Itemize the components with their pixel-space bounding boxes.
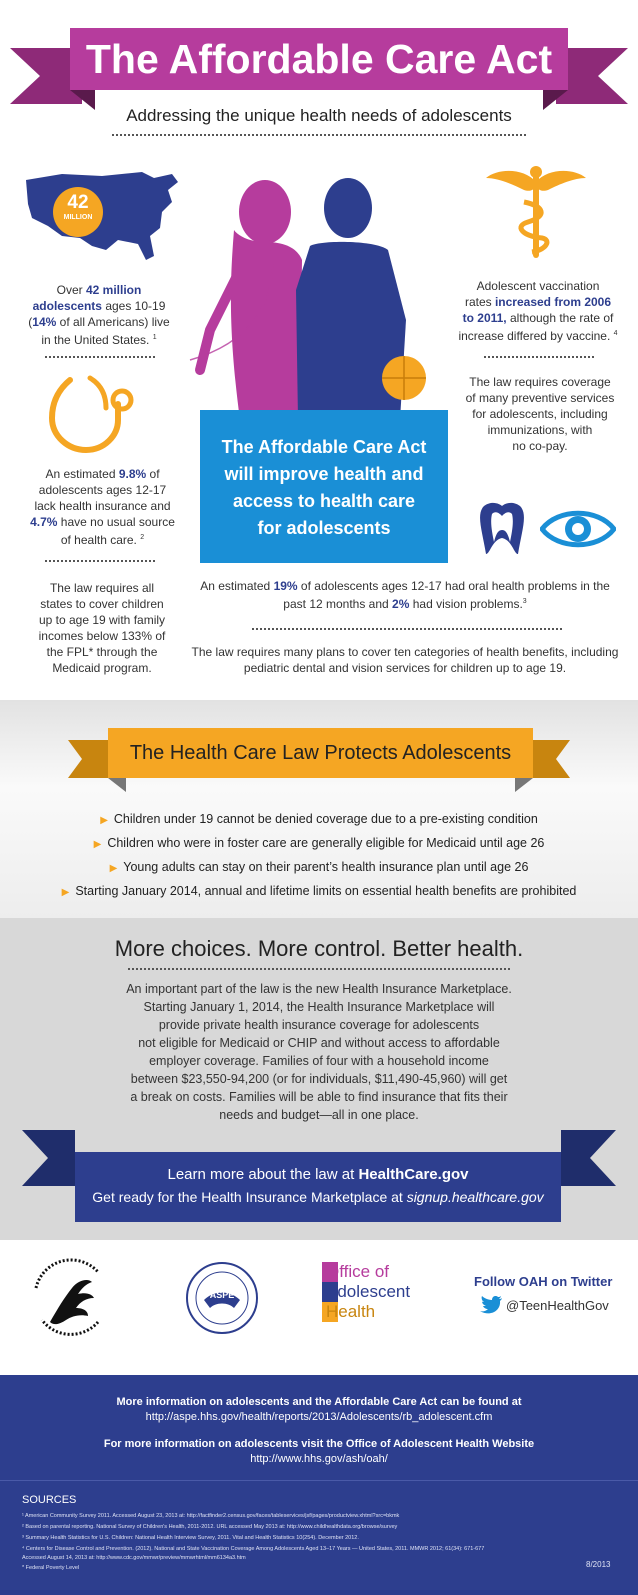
page-title: The Affordable Care Act — [70, 28, 568, 90]
twitter-bird-icon[interactable] — [480, 1296, 502, 1314]
stethoscope-icon — [40, 374, 150, 460]
signup-link[interactable]: signup.healthcare.gov — [406, 1189, 544, 1205]
learn-more-banner: Learn more about the law at HealthCare.gov Get ready for the Health Insurance Marketplace at signup.healthcare.gov — [75, 1152, 561, 1222]
caduceus-icon — [484, 164, 588, 260]
preventive-law-text: The law requires coverage of many preventive services for adolescents, including immunizations, with no co-pay. — [465, 375, 615, 453]
divider — [45, 356, 155, 358]
list-item: ▶ Children who were in foster care are generally eligible for Medicaid until age 26 — [93, 836, 545, 850]
twitter-handle[interactable]: @TeenHealthGov — [506, 1298, 609, 1313]
benefits-law-text: The law requires many plans to cover ten categories of health benefits, including pediatric dental and vision services for children up to age 19. — [191, 645, 619, 675]
divider — [128, 968, 510, 970]
eye-icon — [540, 506, 616, 552]
source-item: ² Based on parental reporting. National Survey of Children's Health, 2011-2012. URL accessed May 2013 at: http://www.childhealthdata.org/browse/survey — [22, 1524, 398, 1530]
source-item: ³ Summary Health Statistics for U.S. Children: National Health Interview Survey, 2011. Vital and Health Statistics 10(254). December 2012. — [22, 1535, 359, 1541]
teens-silhouette-illustration — [170, 170, 440, 420]
divider — [112, 134, 526, 136]
map-badge-number: 42 — [67, 192, 89, 213]
divider — [484, 356, 594, 358]
list-item: ▶ Young adults can stay on their parent’s health insurance plan until age 26 — [109, 860, 529, 874]
oral-vision-stat: An estimated 19% of adolescents ages 12-17 had oral health problems in the past 12 months and 2% had vision problems.$^3$ — [200, 579, 610, 611]
oah-website-link[interactable]: http://www.hhs.gov/ash/oah/ — [250, 1453, 388, 1465]
source-item: ⁴ Centers for Disease Control and Prevention. (2012). National and State Vaccination Coverage Among Adolescents Aged 13–17 Years — United States, 2011. MMWR 2012; 61(34): 671-677 — [22, 1546, 485, 1552]
tooth-icon — [478, 500, 526, 556]
source-item: Accessed August 14, 2013 at: http://www.cdc.gov/mmwr/preview/mmwrhtml/mm6134a3.htm — [22, 1555, 246, 1561]
marketplace-title: More choices. More control. Better health. — [114, 936, 524, 961]
source-item: ¹ American Community Survey 2011. Accessed August 23, 2013 at: http://factfinder2.census.gov/faces/tableservices/jsf/pages/productview.xhtml?src=bkmk — [22, 1513, 400, 1519]
aspe-logo-text: ASPE — [209, 1290, 235, 1300]
adolescent-population-stat: Over 42 million adolescents ages 10-19 (14% of all Americans) live in the United States. $^1$ — [28, 283, 170, 347]
more-info-section: More information on adolescents and the Affordable Care Act can be found at http://aspe.hhs.gov/health/reports/2013/Adolescents/rb_adolescent.cfm For more information on adolescents visit the Office of Adolescent Health Website http://www.hhs.gov/ash/oah/ — [0, 1375, 638, 1480]
vaccination-stat: Adolescent vaccination rates increased from 2006 to 2011, although the rate of increase differed by vaccine. $^4$ — [458, 279, 618, 343]
oah-logo: Office of Adolescent Health — [322, 1262, 442, 1322]
list-item: ▶ Starting January 2014, annual and lifetime limits on essential health benefits are prohibited — [61, 884, 577, 898]
source-item: * Federal Poverty Level — [22, 1565, 80, 1571]
healthcare-gov-link[interactable]: HealthCare.gov — [358, 1166, 469, 1183]
aspe-report-link[interactable]: http://aspe.hhs.gov/health/reports/2013/Adolescents/rb_adolescent.cfm — [145, 1411, 493, 1423]
protections-title: The Health Care Law Protects Adolescents — [108, 728, 533, 778]
publication-date: 8/2013 — [586, 1560, 611, 1569]
uninsured-stat: An estimated 9.8% of adolescents ages 12-17 lack health insurance and 4.7% have no usual source of health care. $^2$ — [30, 467, 175, 547]
aca-callout-box: The Affordable Care Act will improve health and access to health care for adolescents — [200, 410, 448, 563]
sources-title: SOURCES — [22, 1494, 77, 1506]
page-subtitle: Addressing the unique health needs of adolescents — [126, 106, 512, 125]
twitter-follow-title: Follow OAH on Twitter — [474, 1274, 613, 1289]
divider — [45, 560, 155, 562]
list-item: ▶ Children under 19 cannot be denied coverage due to a pre-existing condition — [100, 812, 538, 826]
divider — [252, 628, 562, 630]
map-badge-unit: MILLION — [63, 214, 93, 221]
hhs-seal-logo — [28, 1258, 112, 1342]
marketplace-body: An important part of the law is the new Health Insurance Marketplace. Starting January 1, 2014, the Health Insurance Marketplace will provide private health insurance coverage for adolescents not eligible for Medicaid or CHIP and without access to affordable employer coverage. Families of four with a household income between $23,550-94,200 (or for individuals, $11,490-45,960) will get a break on costs. Families will be able to find insurance that fits their needs and budget—all in one place. — [126, 982, 512, 1122]
medicaid-law-text: The law requires all states to cover children up to age 19 with family incomes below 133% of the FPL* through the Medicaid program. — [38, 581, 166, 675]
